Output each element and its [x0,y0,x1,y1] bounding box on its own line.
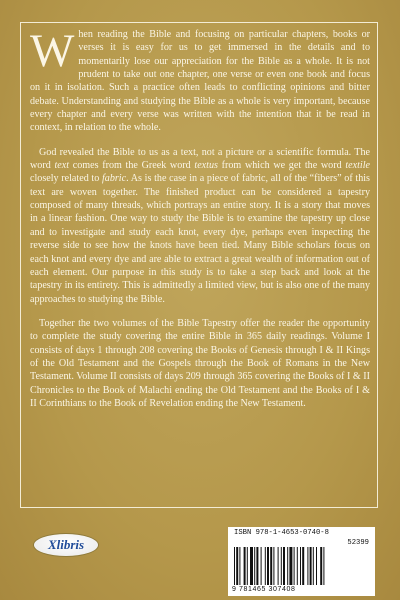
barcode-bars [232,547,371,585]
paragraph-2-part: God revealed the Bible to us as a text, not a picture or a scientific formula. The word [30,146,370,172]
paragraph-3: Together the two volumes of the Bible Tapestry offer the reader the opportunity to complete the study covering the entire Bible in 365 daily readings. Volume I consists of days 1 through 208 covering the Books of Genesis through I & II Kings of the Old Testament and the Gospels through the Book of Romans in the New Testament. Volume II consists of days 209 through 365 covering the Books of I & II Chronicles to the Book of Malachi ending the Old Testament and the Books of I & II Corinthians to the Book of Revelation ending the New Testament. [30,317,370,409]
isbn-text: ISBN 978-1-4653-0740-8 [234,529,329,537]
barcode-digits: 9 781465 307408 [232,586,296,593]
italic-word-text: text [54,160,70,172]
paragraph-1 [30,25,370,135]
xlibris-logo [34,534,98,556]
price-code: 52399 [347,539,369,547]
blurb-text [30,25,370,421]
paragraph-2-part: . As is the case in a piece of fabric, all of the “fibers” of this text are woven together. The finished product can be considered a tapestry composed of many threads, which portrays an entire story. It is a story that moves in a linear fashion. One way to study the Bible is to examine the tapestry up close and to investigate and study each knot, every dye, perhaps even inspecting the reverse side to see how the knots have been tied. Many Bible scholars focus on each knot and every dye and are able to extract a great wealth of information out of each element. Our purpose in this study is to take a step back and look at the tapestry in its entirety. This is admittedly a limited view, but is also one of the many approaches to studying the Bible. [30,173,370,305]
barcode-box [228,527,375,596]
paragraph-2 [30,146,370,306]
paragraph-2-part: from which we get the word [217,160,346,172]
paragraph-1-body: hen reading the Bible and focusing on particular chapters, books or verses it is easy for us to get immersed in the details and to momentarily lose our appreciation for the Bible as a whole. It is not prudent to take out one chapter, one verse or even one book and focus on it in isolation. Such a practice often leads to conflicting opinions and bitter debate. Understanding and studying the Bible as a whole is very important, because every chapter and every verse was written with the intention that it be read in context, in relation to the whole. [30,29,370,134]
italic-word-fabric: fabric [101,173,127,185]
drop-cap: W [30,25,75,77]
italic-word-textus: textus [194,160,218,172]
publisher-name: Xlibris [47,537,85,552]
italic-word-textile: textile [345,160,370,172]
paragraph-2-part: closely related to [30,173,102,185]
paragraph-2-part: comes from the Greek word [69,160,195,172]
